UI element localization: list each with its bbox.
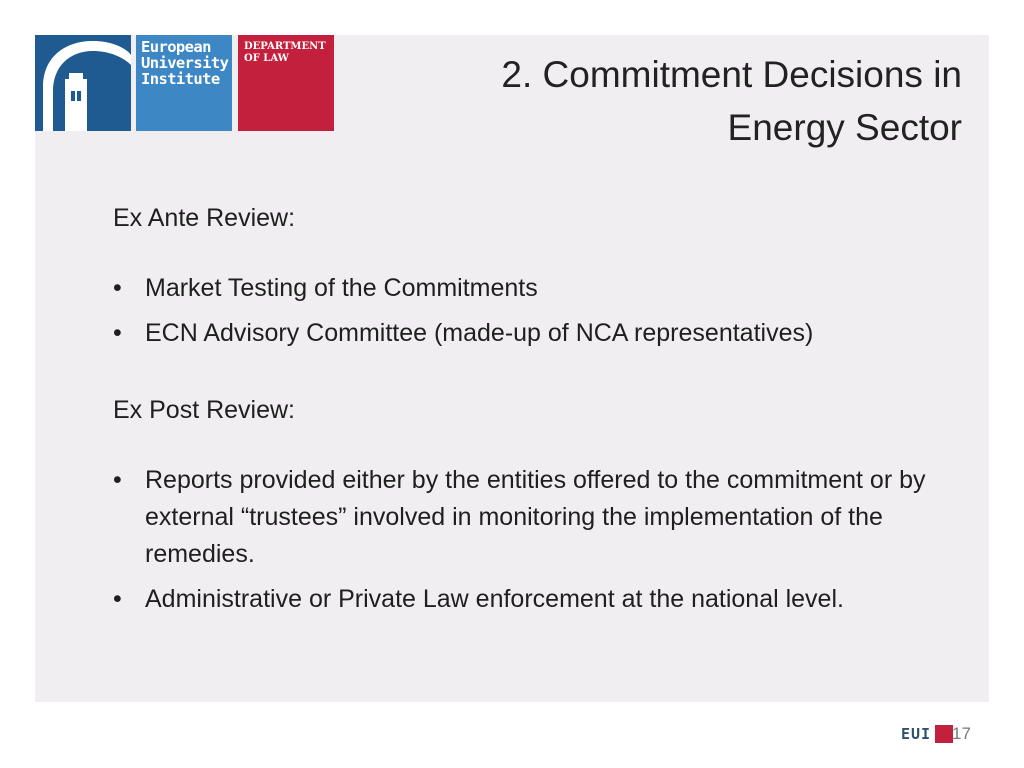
section-heading-ex-ante: Ex Ante Review:: [113, 204, 296, 232]
bullet-list-ex-ante: [113, 270, 973, 352]
bullet-list-ex-post: [113, 462, 973, 618]
bullet-icon: •: [113, 585, 122, 613]
slide-title-line-2: Energy Sector: [727, 107, 962, 148]
bullet-icon: •: [113, 274, 122, 302]
list-item: [113, 462, 973, 573]
list-item: [113, 315, 973, 352]
department-logo-text: DEPARTMENT OF LAW: [244, 41, 326, 64]
list-item: [113, 581, 973, 618]
page-number: 17: [952, 724, 971, 743]
list-item: [113, 270, 973, 307]
eui-name-logo: [136, 35, 232, 131]
footer-eui-text: EUI: [901, 725, 932, 743]
footer-red-square-icon: [935, 725, 953, 743]
building-arch-icon: [35, 35, 131, 131]
bullet-icon: •: [113, 466, 122, 494]
list-item-text: Reports provided either by the entities offered to the commitment or by external “trustees” involved in monitoring the implementation of the remedies.: [145, 466, 926, 568]
list-item-text: Administrative or Private Law enforcement at the national level.: [145, 585, 844, 613]
eui-building-logo: [35, 35, 131, 131]
department-of-law-logo: [238, 35, 334, 131]
section-heading-ex-post: Ex Post Review:: [113, 396, 296, 424]
slide-body: [113, 200, 973, 626]
slide-title: [402, 48, 962, 154]
eui-logo-text: European University Institute: [141, 38, 229, 88]
footer-eui-logo: [901, 725, 953, 743]
list-item-text: ECN Advisory Committee (made-up of NCA representatives): [145, 319, 814, 347]
slide-title-line-1: 2. Commitment Decisions in: [501, 54, 962, 95]
bullet-icon: •: [113, 319, 122, 347]
list-item-text: Market Testing of the Commitments: [145, 274, 538, 302]
